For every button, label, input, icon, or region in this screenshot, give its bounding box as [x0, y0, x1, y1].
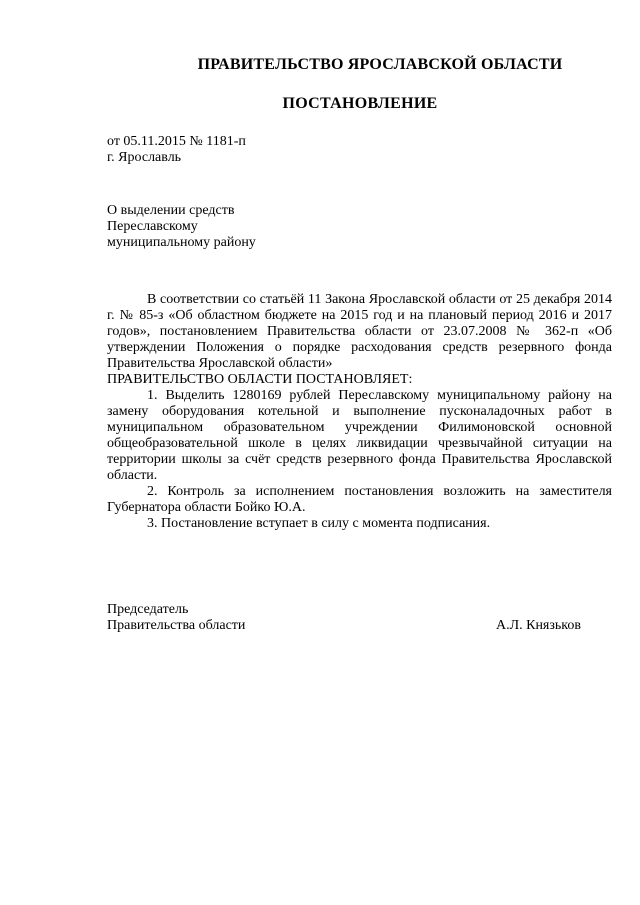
city: г. Ярославль: [107, 150, 182, 165]
document-body: [107, 292, 612, 532]
subject-line-1: О выделении средств: [107, 203, 235, 218]
date-number: от 05.11.2015 № 1181-п: [107, 134, 246, 149]
document-type-title: ПОСТАНОВЛЕНИЕ: [282, 95, 438, 112]
document-meta: [107, 134, 246, 166]
item-2-paragraph: 2. Контроль за исполнением постановления возложить на заместителя Губернатора области Бойко Ю.А.: [107, 484, 612, 515]
position-line-2: Правительства области: [107, 618, 246, 633]
signatory-name: А.Л. Князьков: [496, 618, 581, 633]
position-line-1: Председатель: [107, 602, 189, 617]
item-3-paragraph: 3. Постановление вступает в силу с момента подписания.: [147, 516, 491, 531]
item-1-paragraph: 1. Выделить 1280169 рублей Переславскому муниципальному району на замену оборудования котельной и выполнение пусконаладочных работ в муниципальном образовательном учреждении Филимоновской основной общеобразовательной школе в целях ликвидации чрезвычайной ситуации на территории школы за счёт средств резервного фонда Правительства Ярославской области.: [107, 388, 612, 483]
subject-line-3: муниципальному району: [107, 235, 256, 250]
government-title: ПРАВИТЕЛЬСТВО ЯРОСЛАВСКОЙ ОБЛАСТИ: [197, 56, 563, 73]
signatory-position: [107, 602, 245, 634]
preamble-paragraph: В соответствии со статьёй 11 Закона Ярославской области от 25 декабря 2014 г. № 85-з «Об областном бюджете на 2015 год и на плановый период 2016 и 2017 годов», постановлением Правительства области от 23.07.2008 № 362-п «Об утверждении Положения о порядке расходования средств резервного фонда Правительства Ярославской области»: [107, 292, 612, 371]
document-subject: [107, 203, 256, 251]
decree-line: ПРАВИТЕЛЬСТВО ОБЛАСТИ ПОСТАНОВЛЯЕТ:: [107, 372, 413, 387]
subject-line-2: Переславскому: [107, 219, 198, 234]
